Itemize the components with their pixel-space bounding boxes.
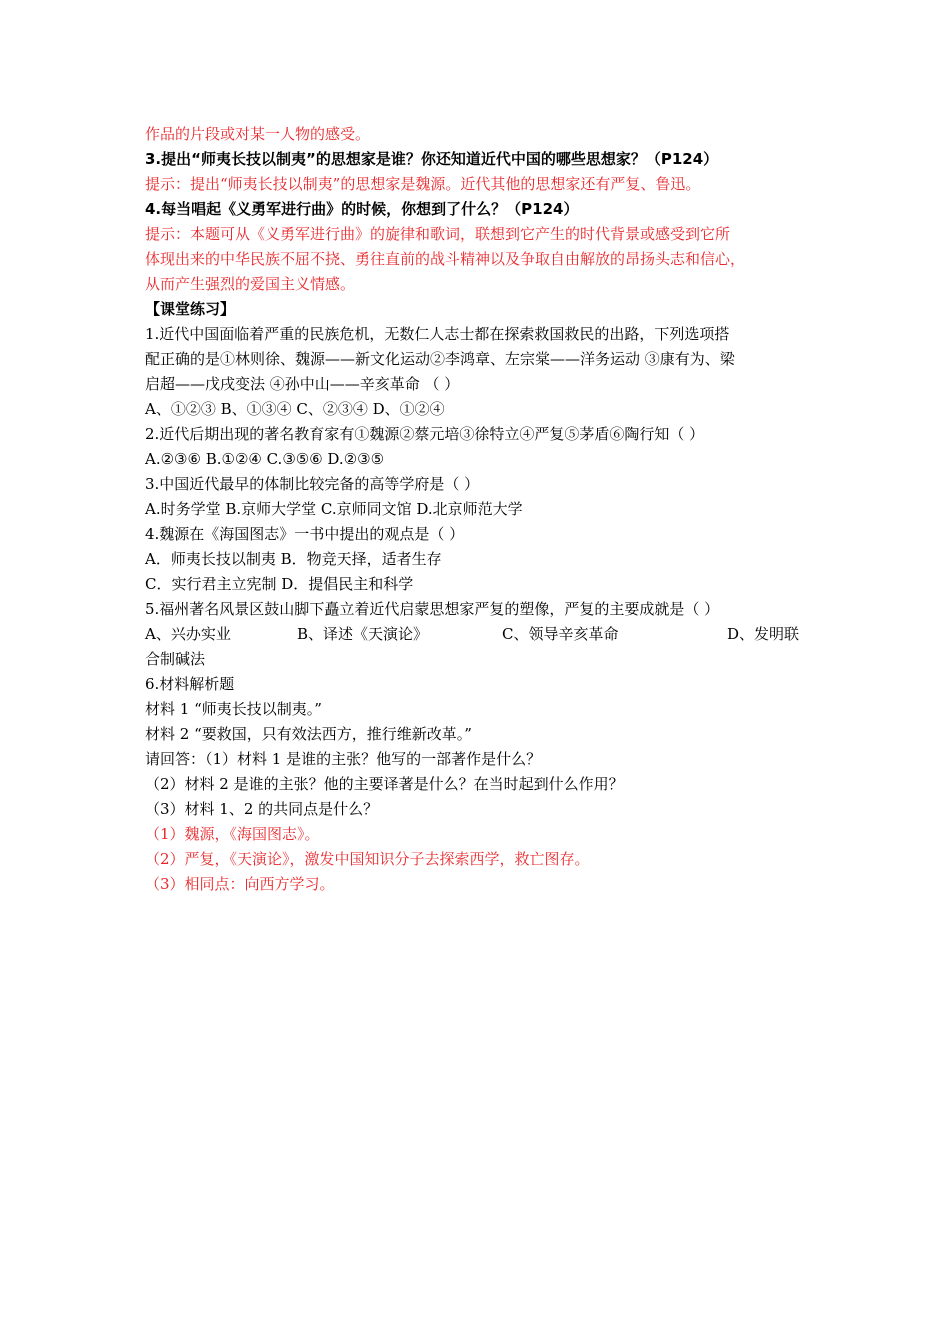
lines2-line-9: （3）相同点：向西方学习。	[145, 875, 335, 893]
q5-option-d: D、发明联	[727, 625, 800, 643]
lines-line-3: 4.每当唱起《义勇军进行曲》的时候，你想到了什么？（P124）	[145, 200, 579, 218]
lines-line-8: 1.近代中国面临着严重的民族危机，无数仁人志士都在探索救国救民的出路，下列选项搭	[145, 325, 730, 343]
lines-line-11: A、①②③ B、①③④ C、②③④ D、①②④	[145, 400, 445, 418]
document-body-top	[145, 122, 825, 622]
lines2-line-7: （1）魏源，《海国图志》。	[145, 825, 320, 843]
lines-line-16: 4.魏源在《海国图志》一书中提出的观点是（ ）	[145, 525, 465, 543]
q5-option-b: B、译述《天演论》	[297, 625, 429, 643]
lines2-line-2: 材料 1 “师夷长技以制夷。”	[145, 700, 322, 718]
lines-line-9: 配正确的是①林则徐、魏源——新文化运动②李鸿章、左宗棠——洋务运动 ③康有为、梁	[145, 350, 735, 368]
q5-options-row	[145, 622, 825, 647]
lines-line-10: 启超——戊戌变法 ④孙中山——辛亥革命 （ ）	[145, 375, 460, 393]
lines2-line-6: （3）材料 1、2 的共同点是什么？	[145, 800, 379, 818]
lines2-line-4: 请回答：（1）材料 1 是谁的主张？他写的一部著作是什么？	[145, 750, 542, 768]
lines2-line-5: （2）材料 2 是谁的主张？他的主要译著是什么？在当时起到什么作用？	[145, 775, 624, 793]
q5-option-a: A、兴办实业	[145, 625, 231, 643]
lines-line-14: 3.中国近代最早的体制比较完备的高等学府是（ ）	[145, 475, 480, 493]
lines2-line-3: 材料 2 “要救国，只有效法西方，推行维新改革。”	[145, 725, 472, 743]
lines-line-6: 从而产生强烈的爱国主义情感。	[145, 275, 356, 293]
lines-line-2: 提示：提出“师夷长技以制夷”的思想家是魏源。近代其他的思想家还有严复、鲁迅。	[145, 175, 701, 193]
lines-line-12: 2.近代后期出现的著名教育家有①魏源②蔡元培③徐特立④严复⑤茅盾⑥陶行知（ ）	[145, 425, 705, 443]
lines-line-0: 作品的片段或对某一人物的感受。	[145, 125, 371, 143]
lines-line-5: 体现出来的中华民族不屈不挠、勇往直前的战斗精神以及争取自由解放的昂扬头志和信心，	[145, 250, 746, 268]
lines-line-7: 【课堂练习】	[145, 300, 236, 318]
q5-option-c: C、领导辛亥革命	[502, 625, 619, 643]
lines-line-13: A.②③⑥ B.①②④ C.③⑤⑥ D.②③⑤	[145, 450, 385, 468]
lines2-line-0: 合制碱法	[145, 650, 206, 668]
lines-line-15: A.时务学堂 B.京师大学堂 C.京师同文馆 D.北京师范大学	[145, 500, 523, 518]
lines2-line-1: 6.材料解析题	[145, 675, 235, 693]
lines2-line-8: （2）严复，《天演论》，激发中国知识分子去探索西学，救亡图存。	[145, 850, 590, 868]
lines-line-1: 3.提出“师夷长技以制夷”的思想家是谁？你还知道近代中国的哪些思想家？（P124）	[145, 150, 719, 168]
lines-line-17: A．师夷长技以制夷 B．物竞天择，适者生存	[145, 550, 442, 568]
lines-line-4: 提示：本题可从《义勇军进行曲》的旋律和歌词，联想到它产生的时代背景或感受到它所	[145, 225, 731, 243]
document-body-bottom	[145, 647, 825, 897]
document-page	[145, 122, 825, 897]
lines-line-18: C．实行君主立宪制 D．提倡民主和科学	[145, 575, 414, 593]
lines-line-19: 5.福州著名风景区鼓山脚下矗立着近代启蒙思想家严复的塑像，严复的主要成就是（ ）	[145, 600, 720, 618]
